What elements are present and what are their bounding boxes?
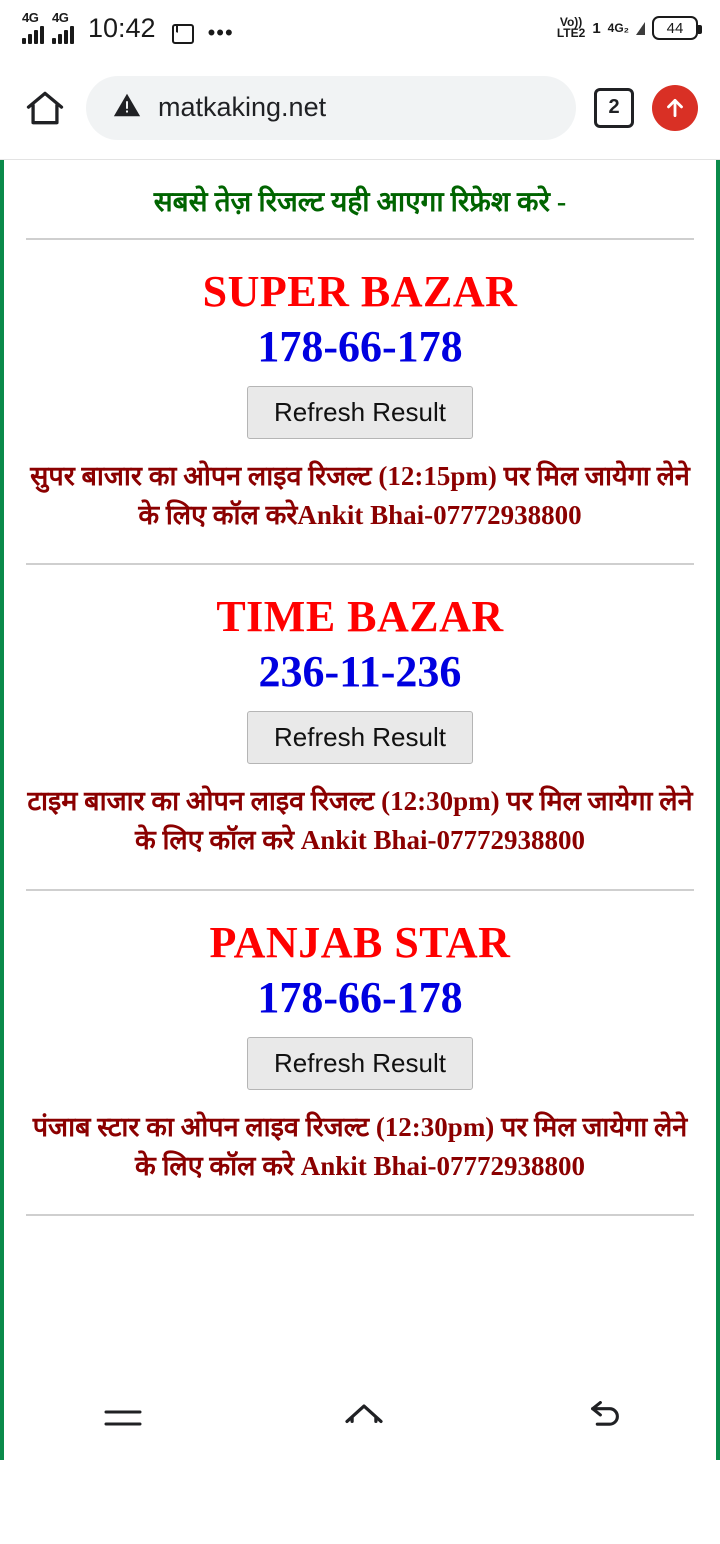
divider — [26, 1214, 694, 1216]
game-result-number: 178-66-178 — [257, 322, 463, 371]
data-signal-icon — [636, 22, 645, 35]
sim1-signal — [22, 9, 44, 44]
game-result-number: 178-66-178 — [257, 972, 463, 1022]
sim1-signal-bars-icon — [22, 24, 44, 44]
battery-percent: 44 — [666, 19, 684, 37]
home-icon[interactable] — [22, 86, 68, 130]
game-note: सुपर बाजार का ओपन लाइव रिजल्ट (12:15pm) पर मिल जायेगा लेने के लिए कॉल करेAnkit Bhai-07772938800 — [30, 461, 690, 531]
lte-icon: 4G₂ — [607, 20, 629, 35]
result-block — [20, 891, 700, 1214]
sim1-network-label: 4G — [22, 9, 39, 25]
status-bar-left — [22, 9, 557, 45]
refresh-result-button[interactable]: Refresh Result — [247, 386, 473, 439]
status-bar-right — [557, 16, 698, 40]
game-note: पंजाब स्टार का ओपन लाइव रिजल्ट (12:30pm) पर मिल जायेगा लेने के लिए कॉल करे Ankit Bhai-07772938800 — [32, 1111, 688, 1181]
battery-indicator — [652, 16, 698, 40]
status-clock: 10:42 — [88, 12, 156, 43]
game-result-number: 236-11-236 — [258, 647, 462, 697]
menu-icon[interactable] — [103, 1404, 143, 1432]
refresh-result-button[interactable]: Refresh Result — [247, 1037, 473, 1090]
page-headline: सबसे तेज़ रिजल्ट यही आएगा रिफ्रेश करे - — [153, 187, 567, 218]
update-arrow-icon[interactable] — [652, 85, 698, 131]
sim2-signal-bars-icon — [52, 24, 74, 44]
game-title: TIME BAZAR — [216, 592, 504, 642]
game-note: टाइम बाजार का ओपन लाइव रिजल्ट (12:30pm) पर मिल जायेगा लेने के लिए कॉल करे Ankit Bhai-07772938800 — [27, 786, 693, 856]
back-icon[interactable] — [585, 1401, 625, 1435]
result-block — [20, 565, 700, 888]
volte-icon: Vo)) LTE2 — [556, 15, 586, 40]
refresh-result-button[interactable]: Refresh Result — [247, 711, 473, 764]
web-page-content — [0, 160, 720, 1460]
game-title: PANJAB STAR — [209, 917, 511, 967]
sim2-network-label: 4G — [52, 9, 69, 25]
sim2-signal — [52, 9, 74, 44]
tab-switcher-button[interactable]: 2 — [594, 88, 634, 128]
game-title: SUPER BAZAR — [202, 267, 518, 316]
address-bar[interactable] — [86, 76, 576, 140]
status-bar — [0, 0, 720, 56]
sim-slot-number: 1 — [592, 19, 601, 37]
browser-toolbar — [0, 56, 720, 160]
url-text[interactable]: matkaking.net — [158, 92, 327, 122]
home-icon[interactable] — [342, 1401, 386, 1435]
not-secure-warning-icon[interactable] — [112, 90, 142, 125]
android-navigation-bar — [4, 1376, 720, 1460]
notification-overflow-icon: ••• — [207, 19, 234, 45]
message-icon — [172, 24, 194, 44]
result-block — [20, 240, 700, 563]
